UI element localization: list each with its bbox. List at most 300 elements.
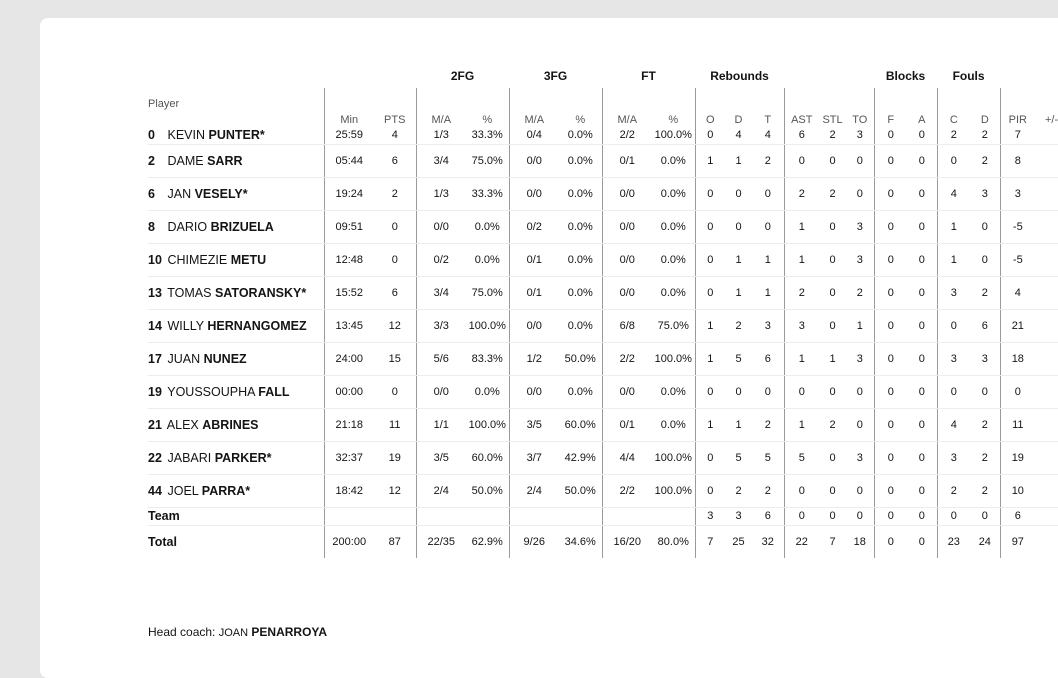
stat-ft-pct: 75.0% <box>652 309 695 342</box>
stat-blk-f: 0 <box>874 210 907 243</box>
stat-pts: 0 <box>374 243 416 276</box>
stat-reb-o: 0 <box>695 210 725 243</box>
head-coach <box>148 625 327 639</box>
player-first-name: DARIO <box>167 219 208 234</box>
stat-plus-minus <box>1035 126 1058 144</box>
player-name-cell <box>148 342 324 375</box>
stat-to: 3 <box>846 342 874 375</box>
player-number: 44 <box>148 483 162 498</box>
player-row <box>148 126 1058 144</box>
total-foul-c: 23 <box>937 525 970 558</box>
stat-pir: 10 <box>1000 474 1035 507</box>
stat-pts: 12 <box>374 474 416 507</box>
stat-pts: 12 <box>374 309 416 342</box>
stat-plus-minus <box>1035 210 1058 243</box>
player-number: 17 <box>148 351 162 366</box>
stat-to: 0 <box>846 408 874 441</box>
player-name-cell <box>148 144 324 177</box>
stat-ast: 0 <box>784 375 819 408</box>
stat-pir: 21 <box>1000 309 1035 342</box>
stat-reb-d: 1 <box>725 276 752 309</box>
stat-fg3-ma: 0/0 <box>509 309 559 342</box>
stat-fg3-ma: 3/7 <box>509 441 559 474</box>
player-name-cell <box>148 177 324 210</box>
player-number: 19 <box>148 384 162 399</box>
stat-foul-c: 0 <box>937 144 970 177</box>
player-name-cell <box>148 375 324 408</box>
stat-ft-pct: 100.0% <box>652 441 695 474</box>
col-foul-c: C <box>937 88 970 126</box>
head-coach-last-name: PENARROYA <box>251 625 327 639</box>
stat-ft-ma: 0/0 <box>602 375 652 408</box>
stat-fg2-pct: 60.0% <box>466 441 509 474</box>
stat-stl: 0 <box>819 441 846 474</box>
stat-fg2-ma: 0/2 <box>416 243 466 276</box>
stat-reb-o: 0 <box>695 177 725 210</box>
stat-reb-t: 2 <box>752 474 784 507</box>
stat-pir: 11 <box>1000 408 1035 441</box>
player-row <box>148 309 1058 342</box>
player-row <box>148 441 1058 474</box>
stat-fg2-pct: 0.0% <box>466 375 509 408</box>
stat-ast: 1 <box>784 408 819 441</box>
stat-foul-c: 3 <box>937 441 970 474</box>
stat-fg3-pct: 0.0% <box>559 243 602 276</box>
stat-ast: 6 <box>784 126 819 144</box>
stat-blk-f: 0 <box>874 375 907 408</box>
stat-blk-f: 0 <box>874 408 907 441</box>
stat-blk-f: 0 <box>874 342 907 375</box>
stat-fg3-pct: 0.0% <box>559 276 602 309</box>
stat-reb-t: 2 <box>752 408 784 441</box>
col-reb-t: T <box>764 114 772 126</box>
stat-fg3-ma: 3/5 <box>509 408 559 441</box>
total-ft-pct: 80.0% <box>657 535 689 548</box>
stat-fg3-pct: 50.0% <box>559 342 602 375</box>
stat-pir: -5 <box>1000 243 1035 276</box>
player-last-name: PUNTER* <box>208 127 265 142</box>
stat-reb-o: 1 <box>695 309 725 342</box>
stat-blk-a: 0 <box>907 474 937 507</box>
team-ast: 0 <box>784 507 819 525</box>
total-2fg-pct: 62.9% <box>471 535 503 548</box>
stat-pir: -5 <box>1000 210 1035 243</box>
player-row <box>148 210 1058 243</box>
stat-fg3-pct: 42.9% <box>559 441 602 474</box>
stat-to: 0 <box>846 474 874 507</box>
player-first-name: DAME <box>167 153 204 168</box>
stat-stl: 0 <box>819 276 846 309</box>
stat-foul-d: 2 <box>970 441 1000 474</box>
total-to: 18 <box>853 535 866 548</box>
stat-plus-minus <box>1035 474 1058 507</box>
stat-reb-t: 0 <box>752 210 784 243</box>
stat-to: 3 <box>846 210 874 243</box>
stat-reb-t: 5 <box>752 441 784 474</box>
player-first-name: TOMAS <box>167 285 212 300</box>
stat-reb-d: 1 <box>725 408 752 441</box>
stat-ft-ma: 0/0 <box>602 243 652 276</box>
stat-fg2-pct: 33.3% <box>466 126 509 144</box>
total-stl: 7 <box>829 535 836 548</box>
stat-foul-d: 2 <box>970 276 1000 309</box>
player-number: 14 <box>148 318 162 333</box>
stat-ast: 3 <box>784 309 819 342</box>
team-reb-o: 3 <box>695 507 725 525</box>
stat-reb-d: 0 <box>725 375 752 408</box>
stat-pir: 18 <box>1000 342 1035 375</box>
stat-reb-t: 0 <box>752 375 784 408</box>
stat-reb-o: 0 <box>695 126 725 144</box>
stat-blk-a: 0 <box>907 309 937 342</box>
group-header-row <box>148 64 1058 88</box>
player-number: 21 <box>148 417 162 432</box>
total-blk-f: 0 <box>874 525 907 558</box>
player-first-name: WILLY <box>167 318 204 333</box>
player-last-name: VESELY* <box>194 186 248 201</box>
stat-ft-pct: 0.0% <box>652 375 695 408</box>
stat-stl: 2 <box>819 408 846 441</box>
stat-ast: 0 <box>784 474 819 507</box>
head-coach-label: Head coach: <box>148 625 216 639</box>
player-last-name: BRIZUELA <box>210 219 274 234</box>
stat-min: 21:18 <box>324 408 374 441</box>
stat-foul-c: 0 <box>937 375 970 408</box>
team-foul-c: 0 <box>937 507 970 525</box>
col-plus-minus: +/- <box>1044 114 1058 126</box>
stat-fg3-ma: 1/2 <box>509 342 559 375</box>
stat-ast: 2 <box>784 177 819 210</box>
stat-ft-pct: 0.0% <box>652 408 695 441</box>
stat-ft-pct: 0.0% <box>652 276 695 309</box>
stat-plus-minus <box>1035 276 1058 309</box>
stat-blk-f: 0 <box>874 309 907 342</box>
stat-ast: 0 <box>784 144 819 177</box>
stat-to: 3 <box>846 126 874 144</box>
stat-pir: 4 <box>1000 276 1035 309</box>
stat-fg3-ma: 2/4 <box>509 474 559 507</box>
stat-to: 0 <box>846 177 874 210</box>
stat-fg2-pct: 75.0% <box>466 144 509 177</box>
stat-fg3-ma: 0/4 <box>509 126 559 144</box>
player-last-name: SATORANSKY* <box>214 285 307 300</box>
stat-min: 13:45 <box>324 309 374 342</box>
stat-fg2-ma: 0/0 <box>416 210 466 243</box>
stat-ft-ma: 0/1 <box>602 144 652 177</box>
player-first-name: JUAN <box>167 351 201 366</box>
stat-blk-a: 0 <box>907 441 937 474</box>
stat-fg3-pct: 0.0% <box>559 144 602 177</box>
stat-stl: 2 <box>819 177 846 210</box>
stat-fg2-pct: 100.0% <box>466 408 509 441</box>
player-number: 2 <box>148 153 155 168</box>
stat-foul-c: 3 <box>937 276 970 309</box>
player-last-name: ABRINES <box>202 417 259 432</box>
stat-plus-minus <box>1035 177 1058 210</box>
stat-reb-d: 2 <box>725 309 752 342</box>
stat-blk-a: 0 <box>907 375 937 408</box>
stat-reb-o: 0 <box>695 474 725 507</box>
stat-fg3-ma: 0/2 <box>509 210 559 243</box>
stat-foul-d: 0 <box>970 375 1000 408</box>
player-name-cell <box>148 474 324 507</box>
col-reb-d: D <box>734 114 743 126</box>
stat-reb-o: 0 <box>695 243 725 276</box>
stat-reb-d: 5 <box>725 441 752 474</box>
player-name-cell <box>148 243 324 276</box>
stat-blk-a: 0 <box>907 210 937 243</box>
col-foul-d: D <box>980 114 989 126</box>
group-blocks: Blocks <box>885 69 926 83</box>
stat-reb-t: 1 <box>752 243 784 276</box>
stat-fg2-pct: 75.0% <box>466 276 509 309</box>
stat-min: 09:51 <box>324 210 374 243</box>
stat-fg3-ma: 0/0 <box>509 177 559 210</box>
player-name-cell <box>148 210 324 243</box>
stat-ast: 1 <box>784 210 819 243</box>
total-min: 200:00 <box>324 525 374 558</box>
summary-rows <box>148 507 1058 558</box>
stat-fg2-ma: 1/1 <box>416 408 466 441</box>
player-name-cell <box>148 309 324 342</box>
total-reb-o: 7 <box>695 525 725 558</box>
total-foul-d: 24 <box>978 535 991 548</box>
player-name-cell <box>148 408 324 441</box>
stat-blk-f: 0 <box>874 177 907 210</box>
stat-min: 19:24 <box>324 177 374 210</box>
total-reb-d: 25 <box>732 535 745 548</box>
col-blk-f: F <box>874 88 907 126</box>
stat-ast: 2 <box>784 276 819 309</box>
stat-pir: 19 <box>1000 441 1035 474</box>
stat-fg3-pct: 60.0% <box>559 408 602 441</box>
stat-to: 1 <box>846 309 874 342</box>
stat-foul-d: 2 <box>970 144 1000 177</box>
stat-fg2-ma: 5/6 <box>416 342 466 375</box>
stat-reb-t: 3 <box>752 309 784 342</box>
stat-stl: 0 <box>819 375 846 408</box>
col-ft-ma: M/A <box>602 88 652 126</box>
player-last-name: PARRA* <box>201 483 251 498</box>
player-rows <box>148 126 1058 507</box>
column-header-row <box>148 88 1058 126</box>
player-last-name: SARR <box>207 153 243 168</box>
col-2fg-ma: M/A <box>416 88 466 126</box>
stat-stl: 0 <box>819 243 846 276</box>
stat-stl: 0 <box>819 210 846 243</box>
stat-pts: 6 <box>374 144 416 177</box>
stat-foul-c: 2 <box>937 126 970 144</box>
stat-plus-minus <box>1035 309 1058 342</box>
player-row <box>148 342 1058 375</box>
stat-blk-f: 0 <box>874 126 907 144</box>
stat-pts: 4 <box>374 126 416 144</box>
stat-fg3-pct: 0.0% <box>559 309 602 342</box>
stat-fg2-pct: 100.0% <box>466 309 509 342</box>
total-reb-t: 32 <box>761 535 774 548</box>
player-last-name: FALL <box>258 384 290 399</box>
stat-fg3-pct: 50.0% <box>559 474 602 507</box>
player-first-name: JABARI <box>167 450 212 465</box>
stat-reb-o: 0 <box>695 375 725 408</box>
stat-fg2-pct: 0.0% <box>466 243 509 276</box>
total-label: Total <box>148 534 177 549</box>
player-row <box>148 276 1058 309</box>
total-pts: 87 <box>388 535 401 548</box>
stat-pir: 8 <box>1000 144 1035 177</box>
stat-foul-c: 4 <box>937 177 970 210</box>
stat-ast: 5 <box>784 441 819 474</box>
player-row <box>148 375 1058 408</box>
col-ast: AST <box>784 88 819 126</box>
stat-to: 0 <box>846 375 874 408</box>
stat-min: 15:52 <box>324 276 374 309</box>
stat-ft-ma: 0/0 <box>602 210 652 243</box>
stat-fg3-pct: 0.0% <box>559 126 602 144</box>
stat-fg3-ma: 0/0 <box>509 375 559 408</box>
group-2fg: 2FG <box>450 69 475 83</box>
player-name-cell <box>148 276 324 309</box>
stat-blk-a: 0 <box>907 276 937 309</box>
stat-plus-minus <box>1035 408 1058 441</box>
stat-fg3-ma: 0/1 <box>509 243 559 276</box>
stat-fg2-ma: 3/4 <box>416 144 466 177</box>
stat-blk-f: 0 <box>874 243 907 276</box>
stat-blk-f: 0 <box>874 441 907 474</box>
stat-ft-pct: 100.0% <box>652 474 695 507</box>
player-row <box>148 243 1058 276</box>
stat-pts: 0 <box>374 210 416 243</box>
team-row <box>148 507 1058 525</box>
col-pir: PIR <box>1000 88 1035 126</box>
player-number: 0 <box>148 127 155 142</box>
stat-fg3-pct: 0.0% <box>559 210 602 243</box>
player-number: 10 <box>148 252 162 267</box>
stat-stl: 0 <box>819 474 846 507</box>
stat-pts: 19 <box>374 441 416 474</box>
stat-plus-minus <box>1035 375 1058 408</box>
player-first-name: JAN <box>167 186 192 201</box>
stat-ft-pct: 0.0% <box>652 144 695 177</box>
stat-plus-minus <box>1035 342 1058 375</box>
stat-pir: 3 <box>1000 177 1035 210</box>
stat-fg3-ma: 0/0 <box>509 144 559 177</box>
stat-ft-ma: 0/0 <box>602 276 652 309</box>
stat-stl: 0 <box>819 309 846 342</box>
stat-ft-ma: 2/2 <box>602 342 652 375</box>
total-ft-ma: 16/20 <box>602 525 652 558</box>
col-3fg-ma: M/A <box>509 88 559 126</box>
stat-reb-d: 0 <box>725 177 752 210</box>
player-name-cell <box>148 126 324 144</box>
stat-reb-d: 2 <box>725 474 752 507</box>
stat-reb-o: 0 <box>695 441 725 474</box>
stat-foul-d: 0 <box>970 210 1000 243</box>
stat-ft-ma: 6/8 <box>602 309 652 342</box>
stat-reb-d: 5 <box>725 342 752 375</box>
stat-ft-ma: 2/2 <box>602 126 652 144</box>
player-row <box>148 144 1058 177</box>
stat-pts: 0 <box>374 375 416 408</box>
col-pts: PTS <box>384 114 406 126</box>
stat-min: 32:37 <box>324 441 374 474</box>
stat-reb-t: 1 <box>752 276 784 309</box>
stat-reb-o: 1 <box>695 342 725 375</box>
col-stl: STL <box>822 114 843 126</box>
stat-min: 00:00 <box>324 375 374 408</box>
player-first-name: YOUSSOUPHA <box>167 384 255 399</box>
stat-min: 05:44 <box>324 144 374 177</box>
player-row <box>148 474 1058 507</box>
stat-reb-d: 4 <box>725 126 752 144</box>
stat-pir: 0 <box>1000 375 1035 408</box>
stat-fg2-ma: 3/3 <box>416 309 466 342</box>
stat-ft-pct: 0.0% <box>652 243 695 276</box>
stat-to: 0 <box>846 144 874 177</box>
stat-blk-f: 0 <box>874 276 907 309</box>
stat-plus-minus <box>1035 243 1058 276</box>
stat-min: 25:59 <box>324 126 374 144</box>
stat-foul-d: 0 <box>970 243 1000 276</box>
stat-fg3-pct: 0.0% <box>559 177 602 210</box>
stat-reb-t: 6 <box>752 342 784 375</box>
stat-blk-a: 0 <box>907 342 937 375</box>
stat-fg2-ma: 2/4 <box>416 474 466 507</box>
total-blk-a: 0 <box>918 535 925 548</box>
stat-fg2-ma: 3/5 <box>416 441 466 474</box>
stat-to: 3 <box>846 243 874 276</box>
col-min: Min <box>324 88 374 126</box>
stat-min: 12:48 <box>324 243 374 276</box>
total-3fg-pct: 34.6% <box>564 535 596 548</box>
total-ast: 22 <box>784 525 819 558</box>
stat-fg2-ma: 0/0 <box>416 375 466 408</box>
stat-foul-d: 2 <box>970 126 1000 144</box>
group-rebounds: Rebounds <box>710 69 769 83</box>
stat-reb-t: 0 <box>752 177 784 210</box>
stat-fg3-ma: 0/1 <box>509 276 559 309</box>
col-reb-o: O <box>695 88 725 126</box>
boxscore-table <box>148 64 1058 558</box>
stat-plus-minus <box>1035 144 1058 177</box>
col-to: TO <box>852 114 868 126</box>
stat-ast: 1 <box>784 342 819 375</box>
stat-fg2-pct: 50.0% <box>466 474 509 507</box>
player-last-name: PARKER* <box>214 450 272 465</box>
stat-pts: 2 <box>374 177 416 210</box>
stat-blk-a: 0 <box>907 243 937 276</box>
stat-min: 24:00 <box>324 342 374 375</box>
stat-to: 2 <box>846 276 874 309</box>
stat-foul-d: 6 <box>970 309 1000 342</box>
team-reb-t: 6 <box>752 507 784 525</box>
team-blk-f: 0 <box>874 507 907 525</box>
stat-pir: 7 <box>1000 126 1035 144</box>
group-fouls: Fouls <box>952 69 985 83</box>
player-last-name: METU <box>230 252 267 267</box>
stat-foul-d: 3 <box>970 342 1000 375</box>
stat-fg2-ma: 1/3 <box>416 177 466 210</box>
stat-reb-d: 1 <box>725 144 752 177</box>
group-ft: FT <box>641 69 656 83</box>
stat-pts: 15 <box>374 342 416 375</box>
player-number: 6 <box>148 186 155 201</box>
stat-foul-c: 1 <box>937 243 970 276</box>
col-3fg-pct: % <box>575 114 586 126</box>
col-player: Player <box>148 98 180 110</box>
player-number: 13 <box>148 285 162 300</box>
player-first-name: ALEX <box>166 417 199 432</box>
